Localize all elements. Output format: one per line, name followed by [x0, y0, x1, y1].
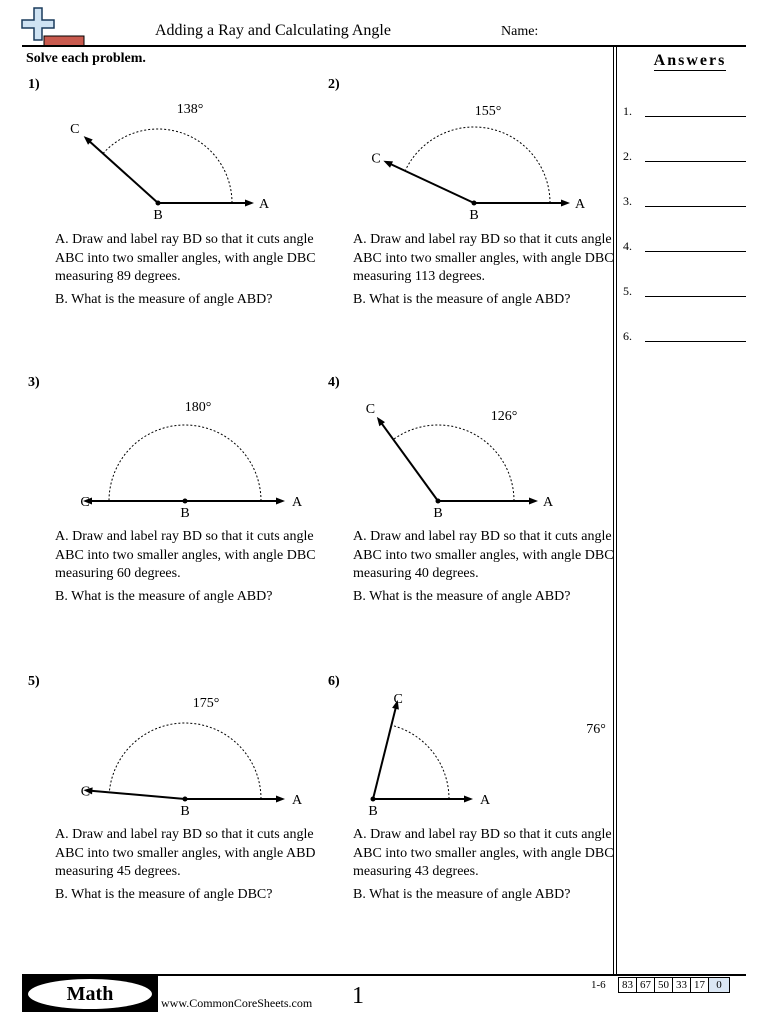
angle-arc: [405, 127, 550, 203]
angle-diagram-4: [340, 393, 600, 523]
answer-slot-6[interactable]: [623, 329, 747, 349]
score-cell: 33: [672, 977, 691, 993]
problem-2-part-a: A. Draw and label ray BD so that it cuts angle ABC into two smaller angles, with angle DBC measuring 113 degrees.: [353, 232, 614, 284]
answer-number: 2.: [623, 149, 632, 163]
ray-bc: [380, 422, 438, 501]
arrowhead-a: [561, 200, 570, 207]
answer-number: 5.: [623, 284, 632, 298]
problem-4-number: 4): [328, 375, 340, 390]
angle-arc: [109, 723, 261, 799]
score-cell: 83: [618, 977, 637, 993]
problem-1-part-b: B. What is the measure of angle ABD?: [55, 291, 273, 307]
answer-line: [645, 296, 746, 297]
vertex-label-b: B: [180, 804, 190, 819]
vertex-point: [156, 201, 161, 206]
problem-2-number: 2): [328, 77, 340, 92]
vertex-point: [371, 797, 376, 802]
ray-bc: [389, 163, 474, 203]
problem-5-number: 5): [28, 674, 40, 689]
angle-measure-label: 155°: [474, 104, 502, 119]
problem-1-part-a: A. Draw and label ray BD so that it cuts angle ABC into two smaller angles, with angle DBC measuring 89 degrees.: [55, 232, 316, 284]
score-cell: 67: [636, 977, 655, 993]
arrowhead-a: [529, 498, 538, 505]
vertex-label-b: B: [180, 506, 190, 521]
arrowhead-a: [245, 200, 254, 207]
score-cell: 0: [708, 977, 730, 993]
vertex-label-b: B: [469, 208, 479, 223]
angle-diagram-6: [340, 672, 606, 819]
angle-arc: [391, 725, 449, 799]
problem-5-part-a: A. Draw and label ray BD so that it cuts angle ABC into two smaller angles, with angle ABD measuring 45 degrees.: [55, 827, 316, 879]
problem-3-text: [55, 528, 323, 606]
problem-3-number: 3): [28, 375, 40, 390]
vertex-label-b: B: [368, 804, 378, 819]
answer-number: 6.: [623, 329, 632, 343]
header-divider: [22, 45, 746, 47]
website-link[interactable]: www.CommonCoreSheets.com: [161, 996, 313, 1010]
angle-diagram-5: [40, 691, 303, 821]
point-label-a: A: [291, 793, 303, 808]
answer-slot-4[interactable]: [623, 239, 747, 259]
point-label-a: A: [479, 793, 491, 808]
point-label-c: C: [70, 122, 80, 138]
vertex-point: [183, 499, 188, 504]
problem-6-part-b: B. What is the measure of angle ABD?: [353, 886, 571, 902]
subject-label: Math: [28, 979, 152, 1009]
problem-1-text: [55, 231, 323, 309]
answer-line: [645, 161, 746, 162]
problem-4-text: [353, 528, 621, 606]
problem-5-text: [55, 826, 323, 904]
point-label-c: C: [365, 402, 376, 417]
point-label-a: A: [542, 495, 554, 510]
score-cell: 17: [690, 977, 709, 993]
problem-1-number: 1): [28, 77, 40, 92]
vertex-point: [436, 499, 441, 504]
arrowhead-a: [276, 498, 285, 505]
vertex-point: [183, 797, 188, 802]
answer-line: [645, 341, 746, 342]
problem-2-part-b: B. What is the measure of angle ABD?: [353, 291, 571, 307]
problem-6-text: [353, 826, 621, 904]
problem-3-part-a: A. Draw and label ray BD so that it cuts angle ABC into two smaller angles, with angle DBC measuring 60 degrees.: [55, 529, 316, 581]
point-label-c: C: [371, 151, 381, 167]
vertex-point: [472, 201, 477, 206]
ray-bc: [373, 706, 396, 799]
problem-6-number: 6): [328, 674, 340, 689]
angle-measure-label: 126°: [490, 409, 518, 424]
instructions: Solve each problem.: [26, 51, 146, 66]
problem-2-text: [353, 231, 621, 309]
answer-line: [645, 251, 746, 252]
answer-slot-1[interactable]: [623, 104, 747, 124]
logo-icon: [20, 6, 90, 48]
answer-number: 1.: [623, 104, 632, 118]
angle-diagram-2: [340, 95, 600, 225]
problem-6-part-a: A. Draw and label ray BD so that it cuts angle ABC into two smaller angles, with angle DBC measuring 43 degrees.: [353, 827, 614, 879]
ray-bc: [89, 791, 185, 799]
angle-diagram-3: [40, 393, 303, 523]
arrowhead-a: [464, 796, 473, 803]
angle-measure-label: 138°: [176, 102, 204, 117]
angle-arc: [103, 129, 232, 203]
answer-line: [645, 116, 746, 117]
ray-bc: [88, 140, 158, 203]
page-number: 1: [352, 983, 364, 1009]
answer-slot-5[interactable]: [623, 284, 747, 304]
problem-4-part-b: B. What is the measure of angle ABD?: [353, 588, 571, 604]
angle-measure-label: 76°: [586, 722, 606, 737]
point-label-c: C: [80, 784, 91, 800]
angle-arc: [109, 425, 261, 501]
point-label-a: A: [574, 197, 586, 212]
angle-diagram-1: [40, 95, 300, 225]
score-cell: 50: [654, 977, 673, 993]
vertex-label-b: B: [153, 208, 163, 223]
answer-slot-2[interactable]: [623, 149, 747, 169]
score-table: [619, 977, 730, 993]
arrowhead-a: [276, 796, 285, 803]
angle-measure-label: 175°: [192, 696, 220, 711]
name-label: Name:: [501, 24, 539, 39]
answer-slot-3[interactable]: [623, 194, 747, 214]
answer-line: [645, 206, 746, 207]
angle-measure-label: 180°: [184, 400, 212, 415]
point-label-a: A: [291, 495, 303, 510]
answer-number: 3.: [623, 194, 632, 208]
answer-number: 4.: [623, 239, 632, 253]
point-label-a: A: [258, 197, 270, 212]
point-label-c: C: [80, 495, 90, 510]
problem-4-part-a: A. Draw and label ray BD so that it cuts angle ABC into two smaller angles, with angle DBC measuring 40 degrees.: [353, 529, 614, 581]
vertex-label-b: B: [433, 506, 443, 521]
page-title: Adding a Ray and Calculating Angle: [155, 22, 391, 39]
problem-5-part-b: B. What is the measure of angle DBC?: [55, 886, 273, 902]
problem-3-part-b: B. What is the measure of angle ABD?: [55, 588, 273, 604]
score-range-label: 1-6: [591, 979, 606, 991]
arrowhead-c: [383, 161, 393, 168]
answers-title: Answers: [653, 52, 727, 69]
point-label-c: C: [393, 692, 403, 708]
